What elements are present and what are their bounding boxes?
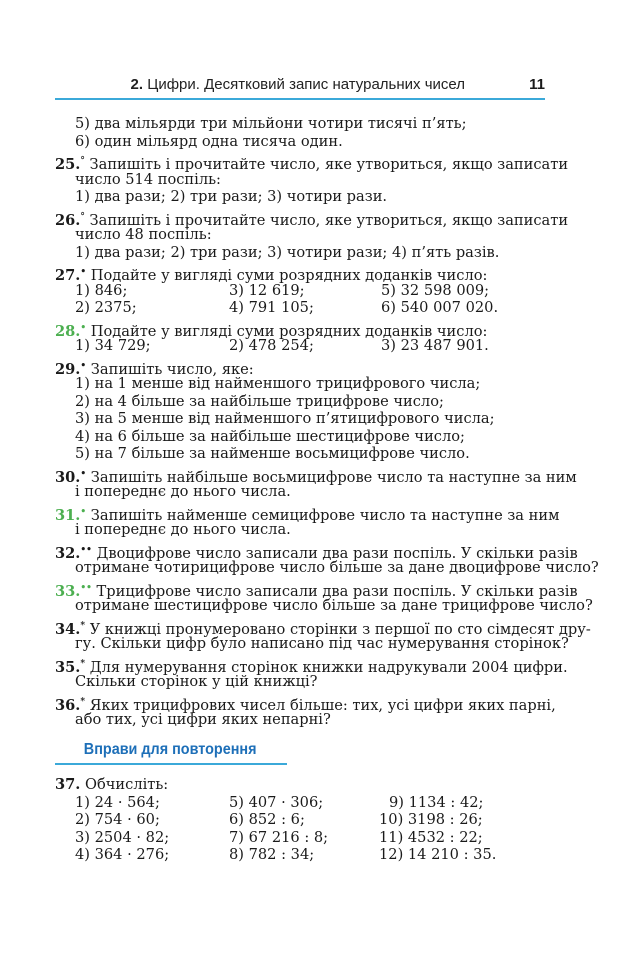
exercise-text: Обчисліть: (85, 776, 169, 793)
difficulty-mark: • (80, 468, 87, 479)
list-item: 2) на 4 більше за найбільше трицифрове число; (75, 392, 444, 410)
option: 2) 754 · 60; (75, 811, 160, 828)
option: 3) 23 487 901. (381, 337, 489, 354)
answer-row (55, 282, 545, 300)
option: 7) 67 216 : 8; (229, 828, 329, 846)
exercise-number: 34. (55, 620, 81, 638)
option: 1) 846; (75, 281, 128, 299)
difficulty-mark: • (80, 360, 87, 371)
exercise-text: Запишіть найменше семицифрове число та наступне за ним (90, 506, 560, 524)
list-item: 4) на 6 більше за найбільше шестицифрове число; (75, 427, 465, 445)
review-section-header (55, 740, 287, 765)
answer-row (55, 794, 545, 812)
exercise-text-cont: число 48 поспіль: (75, 226, 212, 243)
difficulty-mark: •• (80, 582, 92, 593)
exercise-26 (55, 209, 569, 262)
exercise-25 (55, 153, 569, 206)
exercise-text: Трицифрове число записали два рази поспіль. У скільки разів (96, 582, 578, 600)
exercise-text: Запишіть і прочитайте число, яке утвориться, якщо записати (89, 211, 569, 229)
section-rule (55, 763, 287, 765)
exercise-number: 30. (55, 468, 81, 486)
section-number: 2. (130, 76, 144, 93)
exercise-27 (55, 264, 545, 317)
exercise-text: Запишіть і прочитайте число, яке утвориться, якщо записати (89, 156, 569, 173)
option: 2) 2375; (75, 299, 137, 316)
difficulty-mark: ° (80, 156, 85, 166)
difficulty-mark: • (80, 322, 87, 333)
option: 6) 540 007 020. (381, 299, 499, 316)
exercise-number: 33. (55, 582, 81, 600)
exercise-text: Подайте у вигляді суми розрядних доданків число: (90, 267, 488, 284)
exercise-text: У книжці пронумеровано сторінки з першої по сто сімдесят дру- (89, 620, 591, 638)
difficulty-mark: • (80, 506, 87, 517)
section-title: Цифри. Десятковий запис натуральних чисел (147, 76, 465, 93)
difficulty-mark: •• (80, 544, 92, 555)
exercise-number: 29. (55, 360, 81, 378)
exercise-text: Запишіть число, яке: (90, 360, 254, 378)
option: 5) 407 · 306; (229, 793, 324, 811)
header-rule (55, 98, 545, 100)
list-item: 1) на 1 менше від найменшого трицифрового числа; (75, 375, 481, 392)
exercise-text-cont: Скільки сторінок у цій книжці? (75, 673, 318, 690)
option: 2) 478 254; (229, 337, 314, 354)
difficulty-mark: * (80, 620, 86, 631)
exercise-number: 25. (55, 156, 81, 173)
exercise-number: 32. (55, 544, 81, 562)
exercise-36 (55, 694, 556, 729)
exercise-number: 28. (55, 322, 81, 340)
exercise-text-cont: гу. Скільки цифр було написано під час нумерування сторінок? (75, 635, 569, 652)
exercise-text-cont: і попереднє до нього числа. (75, 483, 291, 500)
exercise-number: 27. (55, 267, 81, 284)
option: 10) 3198 : 26; (379, 811, 483, 828)
answer-row (55, 811, 545, 829)
exercise-text: Запишіть найбільше восьмицифрове число та наступне за ним (90, 468, 577, 486)
exercise-text: Для нумерування сторінок книжки надрукували 2004 цифри. (89, 658, 568, 676)
answer-row (55, 337, 545, 355)
intro-item-5: 5) два мільярди три мільйони чотири тисячі п’ять; (75, 115, 467, 132)
exercise-number: 31. (55, 506, 81, 524)
option: 1) 34 729; (75, 337, 151, 354)
difficulty-mark: ° (80, 211, 85, 222)
option: 6) 852 : 6; (229, 811, 305, 828)
option: 3) 12 619; (229, 281, 305, 299)
option: 4) 791 105; (229, 299, 314, 316)
exercise-text: Двоцифрове число записали два рази поспіль. У скільки разів (96, 544, 578, 562)
exercise-text-cont: отримане чотирицифрове число більше за дане двоцифрове число? (75, 559, 599, 576)
exercise-35 (55, 656, 568, 691)
option: 8) 782 : 34; (229, 846, 315, 863)
exercise-text: Яких трицифрових чисел більше: тих, усі цифри яких парні, (89, 696, 556, 714)
exercises-block (55, 115, 599, 729)
answer-row (55, 829, 545, 847)
exercise-29 (55, 358, 545, 463)
list-item: 3) на 5 менше від найменшого п’ятицифрового числа; (75, 410, 495, 427)
page-header (55, 76, 545, 96)
section-heading: Вправи для повторення (83, 741, 257, 758)
answer-row (55, 299, 545, 317)
exercise-34 (55, 618, 591, 653)
exercise-37 (55, 776, 545, 864)
exercise-number: 26. (55, 211, 81, 229)
difficulty-mark: • (80, 267, 87, 277)
intro-item-6: 6) один мільярд одна тисяча один. (75, 132, 343, 150)
option: 5) 32 598 009; (381, 281, 490, 299)
exercise-number: 36. (55, 696, 81, 714)
option: 1) 24 · 564; (75, 793, 160, 811)
exercise-28 (55, 320, 545, 355)
difficulty-mark: * (80, 658, 86, 669)
exercise-options: 1) два рази; 2) три рази; 3) чотири рази; 4) п’ять разів. (75, 243, 500, 261)
option: 12) 14 210 : 35. (379, 846, 497, 863)
exercise-33 (55, 580, 593, 615)
answer-row (55, 846, 545, 864)
exercise-options: 1) два рази; 2) три рази; 3) чотири рази. (75, 188, 388, 205)
exercise-30 (55, 466, 577, 501)
exercise-text-cont: і попереднє до нього числа. (75, 521, 291, 538)
exercise-number: 37. (55, 776, 81, 793)
option: 9) 1134 : 42; (389, 793, 484, 811)
list-item: 5) на 7 більше за найменше восьмицифрове число. (75, 445, 470, 462)
header-title (131, 76, 465, 93)
page-number: 11 (529, 76, 545, 93)
difficulty-mark: * (80, 696, 86, 707)
exercise-text-cont: отримане шестицифрове число більше за дане трицифрове число? (75, 597, 593, 614)
exercise-text-cont: число 514 поспіль: (75, 170, 221, 188)
option: 3) 2504 · 82; (75, 828, 170, 846)
option: 4) 364 · 276; (75, 846, 170, 863)
exercise-31 (55, 504, 560, 539)
exercise-number: 35. (55, 658, 81, 676)
exercise-32 (55, 542, 599, 577)
exercise-text-cont: або тих, усі цифри яких непарні? (75, 711, 331, 728)
option: 11) 4532 : 22; (379, 828, 483, 846)
exercise-text: Подайте у вигляді суми розрядних доданків число: (90, 322, 488, 340)
